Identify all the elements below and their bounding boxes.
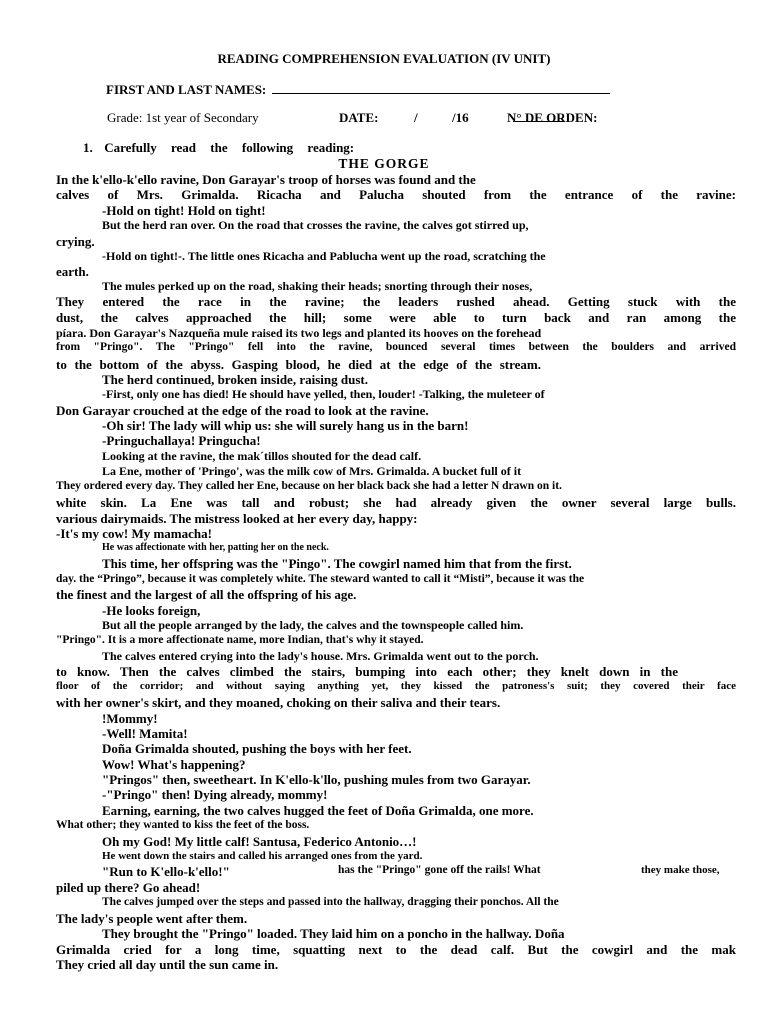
story-line: Grimalda cried for a long time, squatting next to the dead calf. But the cowgirl and the mak	[56, 942, 736, 957]
story-line: Doña Grimalda shouted, pushing the boys with her feet.	[102, 741, 412, 756]
story-line: Don Garayar crouched at the edge of the road to look at the ravine.	[56, 403, 429, 418]
story-line: -"Pringo" then! Dying already, mommy!	[102, 787, 328, 802]
names-field-row	[106, 82, 610, 98]
story-line: They brought the "Pringo" loaded. They laid him on a poncho in the hallway. Doña	[102, 926, 565, 941]
story-line: La Ene, mother of 'Pringo', was the milk cow of Mrs. Grimalda. A bucket full of it	[102, 464, 522, 478]
question-word: read	[170, 140, 197, 155]
story-line: píara. Don Garayar's Nazqueña mule raised its two legs and planted its hooves on the forehead	[56, 326, 542, 340]
story-line: The calves entered crying into the lady's house. Mrs. Grimalda went out to the porch.	[102, 649, 539, 663]
story-line: with her owner's skirt, and they moaned, choking on their saliva and their tears.	[56, 695, 501, 710]
story-line: -It's my cow! My mamacha!	[56, 526, 212, 541]
story-line: The calves jumped over the steps and passed into the hallway, dragging their ponchos. All the	[102, 896, 559, 908]
story-line: The mules perked up on the road, shaking their heads; snorting through their noses,	[102, 279, 533, 293]
story-line: -Hold on tight!-. The little ones Ricacha and Pablucha went up the road, scratching the	[102, 249, 546, 263]
story-line: What other; they wanted to kiss the feet of the boss.	[56, 819, 310, 831]
names-label: FIRST AND LAST NAMES:	[106, 82, 267, 97]
story-line: This time, her offspring was the "Pingo". The cowgirl named him that from the first.	[102, 556, 572, 571]
story-line: crying.	[56, 234, 95, 249]
story-line: "Pringos" then, sweetheart. In K'ello-k'llo, pushing mules from two Garayar.	[102, 772, 531, 787]
story-line: -Pringuchallaya! Pringucha!	[102, 433, 261, 448]
order-blank-line	[513, 110, 563, 122]
story-line: Oh my God! My little calf! Santusa, Federico Antonio…!	[102, 834, 417, 849]
story-line: -Hold on tight! Hold on tight!	[102, 203, 266, 218]
story-line: They entered the race in the ravine; the leaders rushed ahead. Getting stuck with the	[56, 294, 736, 309]
question-number: 1.	[83, 140, 93, 155]
story-line: -Well! Mamita!	[102, 726, 188, 741]
question-word: the	[210, 140, 228, 155]
story-line: floor of the corridor; and without saying anything yet, they kissed the patroness's suit; they covered their face	[56, 680, 736, 692]
date-slash: /	[414, 110, 418, 125]
question-word: reading:	[307, 140, 355, 155]
story-line: In the k'ello-k'ello ravine, Don Garayar's troop of horses was found and the	[56, 172, 476, 187]
question-word: Carefully	[104, 140, 157, 155]
story-title: THE GORGE	[338, 156, 430, 171]
story-segment: has the "Pringo" gone off the rails! What	[338, 864, 541, 876]
story-line: But all the people arranged by the lady, the calves and the townspeople called him.	[102, 618, 524, 632]
grade-text: Grade: 1st year of Secondary	[107, 110, 259, 125]
story-line: -He looks foreign,	[102, 603, 201, 618]
story-segment: "Run to K'ello-k'ello!"	[102, 864, 230, 879]
names-blank-line	[272, 82, 610, 94]
story-line: calves of Mrs. Grimalda. Ricacha and Palucha shouted from the entrance of the ravine:	[56, 187, 736, 202]
story-line: Wow! What's happening?	[102, 757, 246, 772]
question-word: following	[241, 140, 294, 155]
story-line: piled up there? Go ahead!	[56, 880, 201, 895]
story-line: -First, only one has died! He should have yelled, then, louder! -Talking, the muleteer of	[102, 387, 545, 401]
order-label: N° DE ORDEN:	[507, 110, 598, 125]
story-line: to know. Then the calves climbed the stairs, bumping into each other; they knelt down in the	[56, 664, 678, 679]
story-line: white skin. La Ene was tall and robust; she had already given the owner several large bulls.	[56, 495, 736, 510]
story-line: The herd continued, broken inside, raising dust.	[102, 372, 368, 387]
story-line: They ordered every day. They called her Ene, because on her black back she had a letter N drawn on it.	[56, 480, 562, 492]
story-line: They cried all day until the sun came in.	[56, 957, 279, 972]
story-line: The lady's people went after them.	[56, 911, 248, 926]
story-line: to the bottom of the abyss. Gasping blood, he died at the edge of the stream.	[56, 357, 541, 372]
date-label: DATE:	[339, 110, 379, 125]
story-line: He was affectionate with her, patting her on the neck.	[102, 542, 329, 553]
story-line: !Mommy!	[102, 711, 158, 726]
date-year: /16	[452, 110, 469, 125]
story-line: -Oh sir! The lady will whip us: she will surely hang us in the barn!	[102, 418, 469, 433]
story-line: the finest and the largest of all the offspring of his age.	[56, 587, 357, 602]
story-line: But the herd ran over. On the road that crosses the ravine, the calves got stirred up,	[102, 218, 529, 232]
question-1	[83, 140, 365, 156]
story-line: day. the “Pringo”, because it was completely white. The steward wanted to call it “Misti”, because it was the	[56, 573, 585, 585]
story-segment: they make those,	[641, 864, 720, 876]
grade-date-row	[0, 110, 768, 126]
story-line: Earning, earning, the two calves hugged the feet of Doña Grimalda, one more.	[102, 803, 534, 818]
story-line: dust, the calves approached the hill; some were able to turn back and ran among the	[56, 310, 736, 325]
document-title: READING COMPREHENSION EVALUATION (IV UNIT)	[217, 51, 551, 66]
story-line: from "Pringo". The "Pringo" fell into the ravine, bounced several times between the boulders and arrived	[56, 341, 736, 353]
story-line: earth.	[56, 264, 89, 279]
story-line: various dairymaids. The mistress looked at her every day, happy:	[56, 511, 418, 526]
story-line: Looking at the ravine, the mak´tillos shouted for the dead calf.	[102, 449, 422, 463]
story-line: "Pringo". It is a more affectionate name, more Indian, that's why it stayed.	[56, 634, 424, 646]
story-line-split	[102, 864, 736, 880]
story-line: He went down the stairs and called his arranged ones from the yard.	[102, 850, 423, 862]
